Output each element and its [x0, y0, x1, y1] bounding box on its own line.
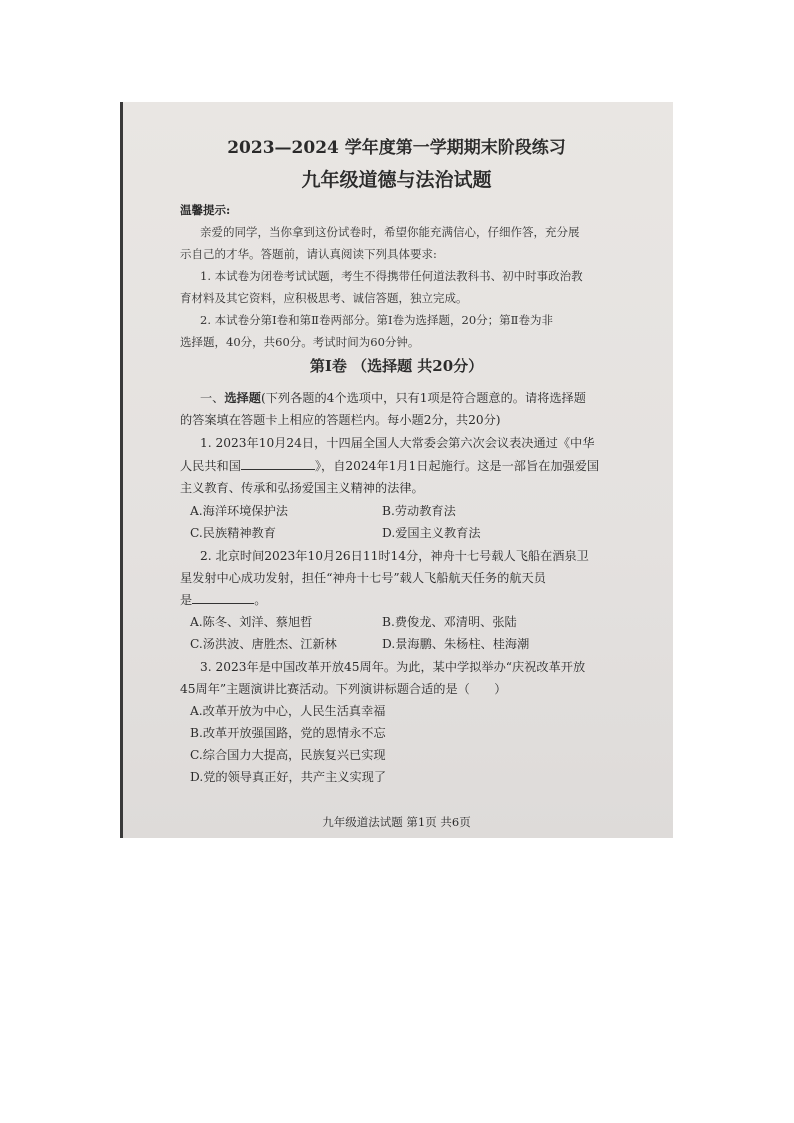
q1-text-pre: 人民共和国	[180, 459, 241, 473]
q1-option-a: A.海洋环境保护法	[190, 504, 288, 518]
q2-option-d: D.景海鹏、朱杨柱、桂海潮	[382, 637, 530, 651]
intro-line: 1. 本试卷为闭卷考试试题，考生不得携带任何道法教科书、初中时事政治教	[200, 269, 583, 283]
exam-paper-photo	[120, 102, 673, 838]
q1-option-d: D.爱国主义教育法	[382, 526, 481, 540]
hint-label: 温馨提示:	[180, 203, 231, 217]
question-2-text: 星发射中心成功发射，担任“神舟十七号”载人飞船航天任务的航天员	[180, 571, 546, 585]
question-3-text: 45周年”主题演讲比赛活动。下列演讲标题合适的是（ ）	[180, 682, 507, 696]
exam-subtitle: 九年级道德与法治试题	[301, 169, 492, 191]
answer-blank	[241, 469, 315, 470]
section-title: 第Ⅰ卷 （选择题 共20分）	[309, 357, 484, 375]
intro-line: 选择题，40分，共60分。考试时间为60分钟。	[180, 335, 420, 349]
intro-line: 2. 本试卷分第Ⅰ卷和第Ⅱ卷两部分。第Ⅰ卷为选择题，20分；第Ⅱ卷为非	[200, 313, 553, 327]
q3-option-a: A.改革开放为中心，人民生活真幸福	[190, 704, 386, 718]
intro-line: 育材料及其它资料，应积极思考、诚信答题，独立完成。	[180, 291, 468, 305]
answer-blank	[192, 603, 254, 604]
question-2-text	[180, 592, 266, 608]
exam-title: 2023—2024 学年度第一学期期末阶段练习	[227, 138, 566, 158]
intro-line: 亲爱的同学，当你拿到这份试卷时，希望你能充满信心，仔细作答，充分展	[200, 225, 580, 239]
q2-option-b: B.费俊龙、邓清明、张陆	[382, 615, 517, 629]
q1-text-post: 》，自2024年1月1日起施行。这是一部旨在加强爱国	[314, 459, 600, 473]
q2-option-c: C.汤洪波、唐胜杰、江新林	[190, 637, 337, 651]
intro-line: 示自己的才华。答题前，请认真阅读下列具体要求:	[180, 247, 437, 261]
q3-option-c: C.综合国力大提高，民族复兴已实现	[190, 748, 386, 762]
instructions-prefix: 一、	[200, 391, 225, 405]
q2-option-a: A.陈冬、刘洋、蔡旭哲	[190, 615, 313, 629]
question-3-text: 3. 2023年是中国改革开放45周年。为此，某中学拟举办“庆祝改革开放	[200, 660, 586, 674]
q1-option-b: B.劳动教育法	[382, 504, 456, 518]
q3-option-d: D.党的领导真正好，共产主义实现了	[190, 770, 387, 784]
question-1-text	[180, 458, 599, 474]
instructions-line: 的答案填在答题卡上相应的答题栏内。每小题2分，共20分)	[180, 413, 501, 427]
instructions-rest: (下列各题的4个选项中，只有1项是符合题意的。请将选择题	[260, 391, 586, 405]
question-1-text: 1. 2023年10月24日，十四届全国人大常委会第六次会议表决通过《中华	[200, 436, 595, 450]
q3-option-b: B.改革开放强国路，党的恩情永不忘	[190, 726, 386, 740]
q1-option-c: C.民族精神教育	[190, 526, 276, 540]
page-footer: 九年级道法试题 第1页 共6页	[322, 815, 471, 829]
question-2-text: 2. 北京时间2023年10月26日11时14分，神舟十七号载人飞船在酒泉卫	[200, 549, 589, 563]
question-1-text: 主义教育、传承和弘扬爱国主义精神的法律。	[180, 481, 424, 495]
q2-text-pre: 是	[180, 593, 193, 607]
instructions-line	[200, 390, 586, 406]
q2-text-post: 。	[254, 593, 267, 607]
instructions-bold: 选择题	[224, 391, 261, 405]
